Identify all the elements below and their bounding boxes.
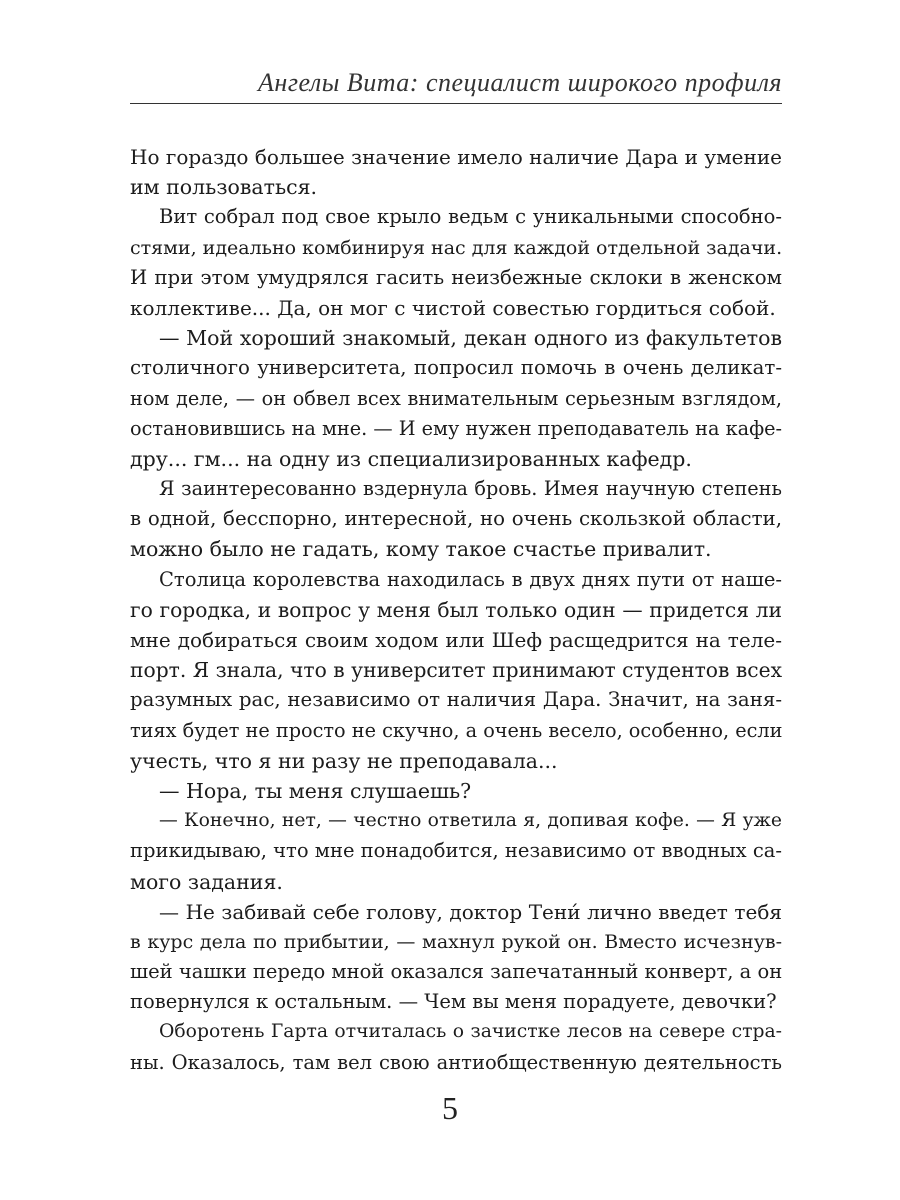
paragraph [130, 142, 782, 202]
text-line: Но гораздо большее значение имело наличие Дара и умение [130, 145, 782, 169]
text-line: — Мой хороший знакомый, декан одного из факультетов [159, 326, 782, 351]
paragraph [130, 1017, 782, 1077]
header-rule [130, 103, 782, 104]
body-text [130, 142, 782, 1078]
text-line: мне добираться своим ходом или Шеф расщедрится на теле- [130, 628, 782, 652]
text-line: шей чашки передо мной оказался запечатанный конверт, а он [130, 960, 782, 984]
paragraph [130, 202, 782, 323]
text-line: порт. Я знала, что в университет принимают студентов всех [130, 658, 782, 683]
text-line: — Не забивай себе голову, доктор Тени́ лично введет тебя [159, 899, 782, 924]
text-line: коллективе... Да, он мог с чистой совестью гордиться собой. [130, 295, 776, 320]
text-line: можно было не гадать, кому такое счастье привалит. [130, 537, 712, 562]
text-line: Я заинтересованно вздернула бровь. Имея научную степень [159, 477, 782, 501]
text-line: в одной, бесспорно, интересной, но очень скользкой области, [130, 507, 782, 531]
running-header-title: Ангелы Вита: специалист широкого профиля [258, 68, 782, 97]
text-line: прикидываю, что мне понадобится, независимо от вводных са- [130, 839, 782, 863]
text-line: — Конечно, нет, — честно ответила я, допивая кофе. — Я уже [159, 810, 782, 832]
text-line: стями, идеально комбинируя нас для каждой отдельной задачи. [130, 236, 782, 259]
text-line: — Нора, ты меня слушаешь? [159, 778, 472, 803]
text-line: разумных рас, независимо от наличия Дара. Значит, на заня- [130, 688, 782, 712]
text-line: им пользоваться. [130, 175, 318, 200]
text-line: ны. Оказалось, там вел свою антиобщественную деятельность [130, 1050, 782, 1074]
text-line: И при этом умудрялся гасить неизбежные склоки в женском [130, 265, 782, 289]
text-line: тиях будет не просто не скучно, а очень весело, особенно, если [130, 718, 782, 742]
paragraph [130, 323, 782, 474]
text-line: мого задания. [130, 869, 283, 894]
text-line: Оборотень Гарта отчиталась о зачистке лесов на севере стра- [159, 1021, 782, 1043]
text-line: учесть, что я ни разу не преподавала... [130, 748, 558, 773]
text-line: столичного университета, попросил помочь в очень деликат- [130, 356, 782, 380]
paragraph [130, 565, 782, 776]
paragraph [130, 776, 782, 806]
text-line: в курс дела по прибытии, — махнул рукой он. Вместо исчезнув- [130, 930, 782, 953]
text-line: Столица королевства находилась в двух днях пути от наше- [159, 567, 782, 591]
text-line: повернулся к остальным. — Чем вы меня порадуете, девочки? [130, 990, 777, 1014]
text-line: ном деле, — он обвел всех внимательным серьезным взглядом, [130, 386, 782, 410]
text-line: го городка, и вопрос у меня был только один — придется ли [130, 597, 782, 622]
paragraph [130, 806, 782, 897]
text-line: Вит собрал под свое крыло ведьм с уникальными способно- [159, 205, 782, 229]
text-line: остановившись на мне. — И ему нужен преподаватель на кафе- [130, 416, 782, 440]
text-line: дру... гм... на одну из специализированных кафедр. [130, 446, 692, 471]
paragraph [130, 474, 782, 565]
page-number: 5 [442, 1090, 458, 1126]
paragraph [130, 897, 782, 1018]
